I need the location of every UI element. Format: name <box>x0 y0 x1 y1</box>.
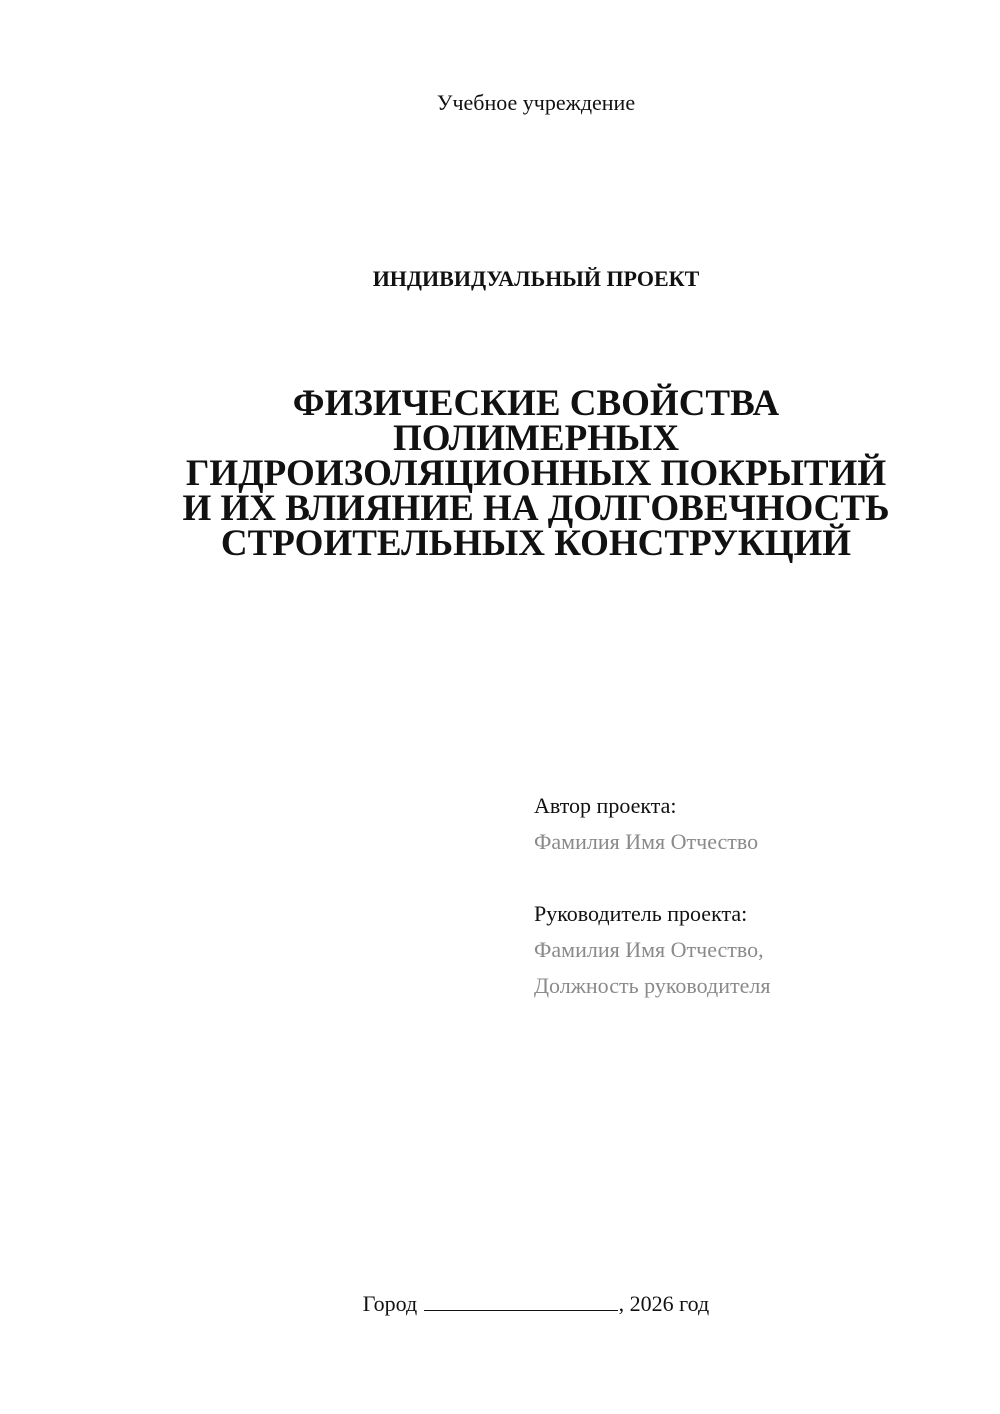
title-line: ФИЗИЧЕСКИЕ СВОЙСТВА <box>292 383 780 424</box>
title-line: ГИДРОИЗОЛЯЦИОННЫХ ПОКРЫТИЙ <box>185 453 887 494</box>
author-name-placeholder: Фамилия Имя Отчество <box>534 829 759 854</box>
title-line: И ИХ ВЛИЯНИЕ НА ДОЛГОВЕЧНОСТЬ <box>182 488 890 529</box>
footer-city-year <box>0 1290 1000 1317</box>
supervisor-label: Руководитель проекта: <box>534 901 748 926</box>
spacer <box>534 860 974 896</box>
title-line: ПОЛИМЕРНЫХ <box>392 418 680 459</box>
project-title <box>0 383 1000 564</box>
institution-name: Учебное учреждение <box>436 90 636 115</box>
supervisor-name-placeholder: Фамилия Имя Отчество, <box>534 937 764 962</box>
project-info-block <box>534 788 974 1004</box>
author-label: Автор проекта: <box>534 793 677 818</box>
title-line: СТРОИТЕЛЬНЫХ КОНСТРУКЦИЙ <box>220 523 852 564</box>
footer-year: , 2026 год <box>618 1291 710 1316</box>
supervisor-position-placeholder: Должность руководителя <box>534 973 771 998</box>
footer-city-label: Город <box>362 1291 418 1316</box>
project-type-heading: ИНДИВИДУАЛЬНЫЙ ПРОЕКТ <box>372 266 700 291</box>
city-blank-line <box>424 1290 618 1311</box>
